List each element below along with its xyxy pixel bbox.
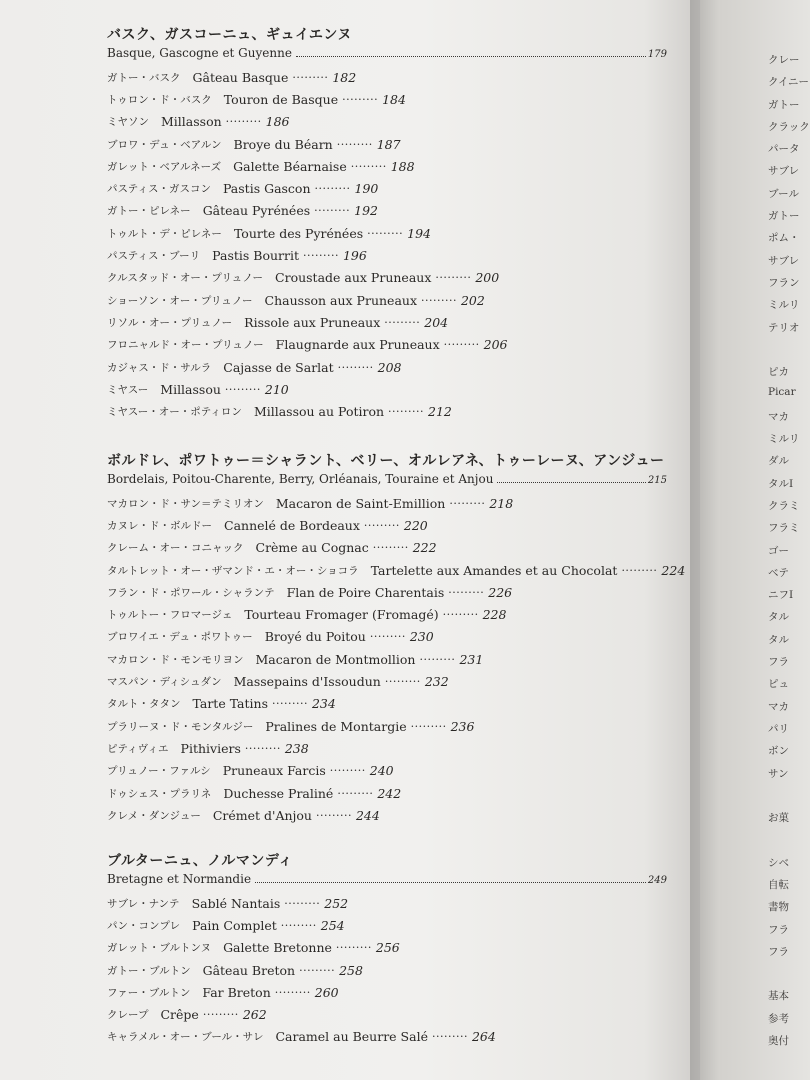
section-title-jp: ブルターニュ、ノルマンディ [107, 853, 293, 869]
right-page-line: ガトー [768, 98, 800, 111]
toc-entry [107, 267, 667, 289]
entry-page-number: 196 [342, 248, 367, 264]
right-page-line [768, 788, 810, 810]
section-title-jp: バスク、ガスコーニュ、ギュイエンヌ [107, 27, 352, 43]
dot-leader: ········· [621, 563, 658, 577]
entry-title-fr: Pithiviers [180, 740, 241, 756]
entry-title-fr: Sablé Nantais [191, 895, 281, 911]
entry-title-fr: Cannelé de Bordeaux [224, 517, 360, 533]
entry-title-fr: Pastis Gascon [222, 181, 311, 197]
right-page-line: ミルリ [768, 433, 800, 446]
toc-entry [107, 782, 667, 804]
dot-leader: ········· [284, 896, 321, 910]
toc-entry [107, 400, 667, 422]
entry-page-number: 187 [376, 136, 401, 152]
entry-title-jp: クレーム・オー・コニャック [107, 542, 244, 555]
entry-page-number: 186 [265, 114, 290, 130]
right-page-line: マカ [768, 410, 789, 423]
entry-title-fr: Pastis Bourrit [212, 248, 299, 264]
entry-page-number: 192 [354, 203, 378, 219]
section-title-fr: Bretagne et Normandie [107, 872, 252, 886]
dot-leader: ········· [314, 182, 351, 196]
dot-leader: ········· [431, 1030, 468, 1044]
dot-leader: ········· [448, 585, 485, 599]
dot-leader: ········· [299, 963, 336, 977]
entry-title-fr: Macaron de Saint-Emillion [275, 495, 446, 511]
entry-page-number: 254 [320, 917, 345, 933]
entry-page-number: 224 [661, 562, 686, 578]
section-bordelais [107, 450, 686, 826]
right-page-line: お菓 [768, 812, 789, 825]
toc-entry [107, 804, 667, 826]
toc-entry [107, 914, 667, 936]
entry-title-jp: ショーソン・オー・プリュノー [107, 294, 253, 307]
entry-title-fr: Pain Complet [192, 917, 277, 933]
right-page-line: クレー [768, 54, 800, 66]
dot-leader: ········· [244, 741, 281, 755]
dot-leader: ········· [372, 541, 409, 555]
dot-leader: ········· [421, 293, 457, 307]
right-page-line: フラ [768, 923, 789, 936]
entry-title-fr: Touron de Basque [223, 91, 339, 107]
right-page-line: ポム・ [768, 232, 800, 245]
right-page-line: フラ [768, 945, 789, 958]
right-page-line: 参考 [768, 1012, 789, 1025]
section-page-number: 215 [647, 475, 667, 486]
entry-page-number: 212 [428, 404, 452, 420]
entry-page-number: 206 [483, 337, 508, 353]
right-page-line: タルI [768, 477, 794, 490]
entry-page-number: 256 [375, 940, 400, 956]
dot-leader: ········· [384, 675, 421, 689]
right-page-line: ブール [768, 187, 799, 200]
right-page-line: サブレ [768, 165, 800, 178]
entry-page-number: 218 [489, 495, 514, 511]
section-bretagne [107, 850, 667, 1048]
dot-leader: ········· [350, 159, 387, 173]
entry-page-number: 194 [407, 225, 431, 241]
dot-leader: ········· [337, 786, 374, 800]
right-page [720, 0, 810, 1080]
toc-entry [107, 66, 667, 88]
right-page-line: パリ [768, 722, 789, 735]
toc-entry [107, 603, 667, 625]
entry-title-jp: ガレット・ブルトンヌ [107, 942, 212, 955]
entry-page-number: 252 [324, 895, 349, 911]
entry-title-fr: Gâteau Breton [202, 962, 296, 978]
right-page-line: フラン [768, 276, 800, 289]
right-page-line: テリオ [768, 321, 800, 334]
entry-title-jp: マカロン・ド・サン＝テミリオン [107, 497, 264, 510]
entry-title-jp: パン・コンプレ [107, 919, 181, 932]
entry-title-fr: Duchesse Praliné [223, 785, 334, 801]
entry-page-number: 240 [369, 763, 394, 779]
entry-title-fr: Rissole aux Pruneaux [244, 314, 381, 330]
entry-page-number: 258 [339, 962, 363, 978]
right-page-line: タル [768, 611, 789, 624]
entry-title-jp: タルトレット・オー・ザマンド・エ・オー・ショコラ [107, 564, 359, 577]
section-page-number: 249 [647, 875, 667, 886]
entry-title-fr: Gâteau Pyrénées [202, 203, 311, 219]
dot-leader: ········· [384, 315, 421, 329]
toc-entry [107, 334, 667, 356]
entry-page-number: 222 [412, 540, 437, 556]
dotted-leader [497, 482, 645, 483]
section-basque [107, 24, 667, 423]
entry-title-fr: Broyé du Poitou [264, 629, 366, 645]
entry-title-jp: マカロン・ド・モンモリヨン [107, 653, 244, 666]
entry-title-jp: ブロワイエ・デュ・ポワトゥー [107, 631, 253, 644]
entry-title-jp: フラン・ド・ポワール・シャランテ [107, 586, 275, 599]
entry-list [107, 492, 686, 826]
right-page-line: ミルリ [768, 299, 800, 312]
right-page-line: ニフI [768, 589, 794, 602]
entry-title-fr: Crêpe [160, 1007, 199, 1023]
dot-leader: ········· [202, 1008, 239, 1022]
entry-page-number: 204 [424, 314, 449, 330]
entry-title-jp: ガトー・バスク [107, 71, 181, 84]
dot-leader: ········· [337, 360, 374, 374]
toc-entry [107, 1003, 667, 1025]
toc-entry [107, 626, 667, 648]
toc-entry [107, 1026, 667, 1048]
entry-title-jp: フロニャルド・オー・プリュノー [107, 339, 264, 352]
right-page-line: フラ [768, 656, 789, 669]
right-page-line [768, 342, 810, 364]
entry-title-jp: タルト・タタン [107, 698, 181, 711]
entry-title-jp: ドゥシェス・プラリネ [107, 787, 212, 800]
entry-title-fr: Caramel au Beurre Salé [275, 1029, 428, 1045]
right-page-line: 基本 [768, 990, 789, 1003]
book-gutter [690, 0, 720, 1080]
dot-leader: ········· [274, 985, 311, 999]
entry-title-fr: Galette Bretonne [223, 940, 332, 956]
toc-entry [107, 559, 686, 581]
toc-entry [107, 244, 667, 266]
entry-page-number: 190 [354, 181, 379, 197]
toc-entry [107, 177, 667, 199]
toc-entry [107, 133, 667, 155]
entry-title-fr: Pralines de Montargie [265, 718, 407, 734]
dotted-leader [296, 56, 646, 57]
entry-title-jp: ファー・ブルトン [107, 986, 191, 999]
toc-entry [107, 981, 667, 1003]
toc-entry [107, 737, 667, 759]
entry-title-jp: リソル・オー・プリュノー [107, 316, 233, 329]
entry-title-fr: Pruneaux Farcis [222, 763, 326, 779]
entry-title-jp: トゥルトー・フロマージェ [107, 609, 233, 622]
entry-title-fr: Broye du Béarn [233, 136, 333, 152]
toc-entry [107, 648, 667, 670]
toc-entry [107, 670, 667, 692]
entry-title-jp: サブレ・ナンテ [107, 897, 180, 910]
right-page-line: フラミ [768, 522, 800, 535]
toc-entry [107, 581, 667, 603]
entry-list [107, 66, 667, 423]
dot-leader: ········· [363, 518, 400, 532]
right-page-line: ゴー [768, 544, 789, 557]
dot-leader: ········· [335, 941, 372, 955]
dotted-leader [255, 882, 646, 883]
entry-title-fr: Macaron de Montmollion [255, 651, 416, 667]
toc-entry [107, 88, 667, 110]
entry-title-fr: Far Breton [202, 984, 271, 1000]
entry-title-fr: Galette Béarnaise [233, 158, 347, 174]
entry-title-fr: Crémet d'Anjou [212, 807, 312, 823]
entry-title-fr: Tartelette aux Amandes et au Chocolat [370, 562, 618, 578]
entry-title-jp: ブロワ・デュ・ベアルン [107, 138, 222, 151]
dot-leader: ········· [292, 70, 329, 84]
toc-entry [107, 715, 667, 737]
entry-title-jp: クレメ・ダンジュー [107, 809, 201, 822]
dot-leader: ········· [280, 918, 317, 932]
toc-entry [107, 693, 667, 715]
entry-page-number: 231 [459, 651, 484, 667]
right-page-line: クラミ [768, 499, 800, 512]
entry-list [107, 892, 667, 1048]
entry-title-fr: Flan de Poire Charentais [286, 584, 445, 600]
entry-page-number: 230 [409, 629, 434, 645]
right-page-lines [768, 52, 810, 1055]
entry-title-jp: クレープ [107, 1009, 149, 1022]
section-title-fr: Bordelais, Poitou-Charente, Berry, Orléanais, Touraine et Anjou [107, 472, 494, 486]
entry-title-jp: プラリーヌ・ド・モンタルジー [107, 720, 254, 733]
right-page-line: サブレ [768, 254, 800, 267]
section-title-jp: ボルドレ、ポワトゥー＝シャラント、ベリー、オルレアネ、トゥーレーヌ、アンジュー [107, 453, 665, 469]
entry-title-jp: パスティス・ガスコン [107, 183, 211, 196]
entry-title-jp: トゥロン・ド・バスク [107, 93, 212, 106]
right-page-line: ピュ [768, 678, 789, 691]
entry-page-number: 208 [377, 359, 402, 375]
dot-leader: ········· [329, 764, 366, 778]
dot-leader: ········· [443, 338, 480, 352]
dot-leader: ········· [442, 608, 479, 622]
entry-title-jp: ピティヴィエ [107, 742, 169, 755]
right-page-line: シベ [768, 856, 789, 869]
dot-leader: ········· [314, 204, 351, 218]
entry-title-jp: カジャス・ド・サルラ [107, 361, 212, 374]
toc-entry [107, 155, 667, 177]
dot-leader: ········· [410, 719, 447, 733]
toc-entry [107, 289, 667, 311]
right-page-line: ピカ [768, 366, 789, 379]
right-page-line: パータ [768, 143, 800, 156]
dot-leader: ········· [367, 226, 404, 240]
entry-page-number: 264 [471, 1029, 496, 1045]
dot-leader: ········· [224, 382, 261, 396]
section-page-number: 179 [647, 49, 667, 60]
dot-leader: ········· [435, 271, 472, 285]
toc-entry [107, 892, 667, 914]
right-page-line: Picar [768, 386, 796, 399]
entry-page-number: 242 [377, 785, 402, 801]
entry-title-fr: Flaugnarde aux Pruneaux [275, 337, 440, 353]
entry-title-fr: Cajasse de Sarlat [223, 359, 334, 375]
entry-title-fr: Tourte des Pyrénées [233, 225, 364, 241]
toc-entry [107, 378, 667, 400]
entry-title-jp: プリュノー・ファルシ [107, 765, 211, 778]
dot-leader: ········· [225, 115, 262, 129]
entry-title-fr: Chausson aux Pruneaux [264, 292, 417, 308]
entry-title-jp: ミヤソン [107, 116, 149, 129]
right-page-line: ベテ [768, 566, 789, 579]
entry-page-number: 202 [460, 292, 485, 308]
entry-title-fr: Crème au Cognac [255, 540, 369, 556]
entry-title-jp: カヌレ・ド・ボルドー [107, 519, 212, 532]
entry-page-number: 210 [264, 381, 289, 397]
entry-title-jp: ミヤスー [107, 383, 149, 396]
entry-title-jp: キャラメル・オー・ブール・サレ [107, 1031, 264, 1044]
entry-title-jp: ガトー・ブルトン [107, 964, 191, 977]
entry-title-jp: マスパン・ディシュダン [107, 676, 222, 689]
dot-leader: ········· [336, 137, 373, 151]
toc-entry [107, 356, 667, 378]
entry-title-fr: Millassou au Potiron [253, 404, 385, 420]
section-title-fr: Basque, Gascogne et Guyenne [107, 46, 292, 60]
dot-leader: ········· [388, 405, 425, 419]
entry-page-number: 234 [311, 696, 336, 712]
toc-entry [107, 537, 667, 559]
entry-page-number: 226 [488, 584, 513, 600]
toc-entry [107, 760, 667, 782]
toc-entry [107, 492, 667, 514]
right-page-line: クイニー [768, 76, 810, 89]
entry-page-number: 238 [284, 740, 309, 756]
right-page-line: ボン [768, 745, 789, 758]
entry-page-number: 220 [403, 517, 428, 533]
entry-title-fr: Gâteau Basque [192, 69, 289, 85]
right-page-line: 奥付 [768, 1035, 789, 1048]
entry-title-fr: Massepains d'Issoudun [233, 674, 381, 690]
toc-entry [107, 937, 667, 959]
entry-page-number: 182 [332, 69, 357, 85]
toc-entry [107, 111, 667, 133]
entry-page-number: 244 [355, 807, 380, 823]
entry-title-jp: ガレット・ベアルネーズ [107, 160, 222, 173]
right-page-line: サン [768, 767, 789, 780]
entry-title-jp: パスティス・ブーリ [107, 250, 201, 263]
entry-title-jp: ミヤスー・オー・ポティロン [107, 406, 242, 419]
entry-title-fr: Tarte Tatins [192, 696, 268, 712]
entry-page-number: 188 [390, 158, 415, 174]
dot-leader: ········· [449, 496, 486, 510]
right-page-line: ガトー [768, 210, 800, 223]
dot-leader: ········· [419, 652, 456, 666]
entry-page-number: 232 [424, 674, 449, 690]
toc-entry [107, 959, 667, 981]
entry-title-fr: Croustade aux Pruneaux [275, 270, 432, 286]
right-page-line: タル [768, 633, 789, 646]
dot-leader: ········· [315, 808, 352, 822]
dot-leader: ········· [272, 697, 308, 711]
entry-page-number: 236 [450, 718, 475, 734]
right-page-line: マカ [768, 700, 789, 713]
dot-leader: ········· [342, 92, 379, 106]
dot-leader: ········· [303, 249, 339, 263]
toc-entry [107, 514, 667, 536]
entry-page-number: 200 [475, 270, 500, 286]
right-page-line: ダル [768, 455, 789, 468]
entry-page-number: 184 [382, 91, 406, 107]
entry-title-fr: Millassou [160, 381, 221, 397]
entry-page-number: 228 [482, 607, 507, 623]
entry-page-number: 262 [242, 1007, 267, 1023]
toc-entry [107, 200, 667, 222]
toc-entry [107, 311, 667, 333]
entry-title-jp: トゥルト・デ・ピレネー [107, 227, 222, 240]
entry-title-jp: ガトー・ピレネー [107, 205, 191, 218]
right-page-line: クラック [768, 120, 810, 133]
right-page-line: 書物 [768, 901, 789, 914]
right-page-line [768, 966, 810, 988]
toc-entry [107, 222, 667, 244]
entry-title-jp: クルスタッド・オー・プリュノー [107, 272, 264, 285]
entry-title-fr: Millasson [161, 114, 222, 130]
right-page-line: 自転 [768, 878, 789, 891]
dot-leader: ········· [369, 630, 406, 644]
right-page-line [768, 832, 810, 854]
entry-page-number: 260 [314, 984, 339, 1000]
entry-title-fr: Tourteau Fromager (Fromagé) [244, 607, 439, 623]
